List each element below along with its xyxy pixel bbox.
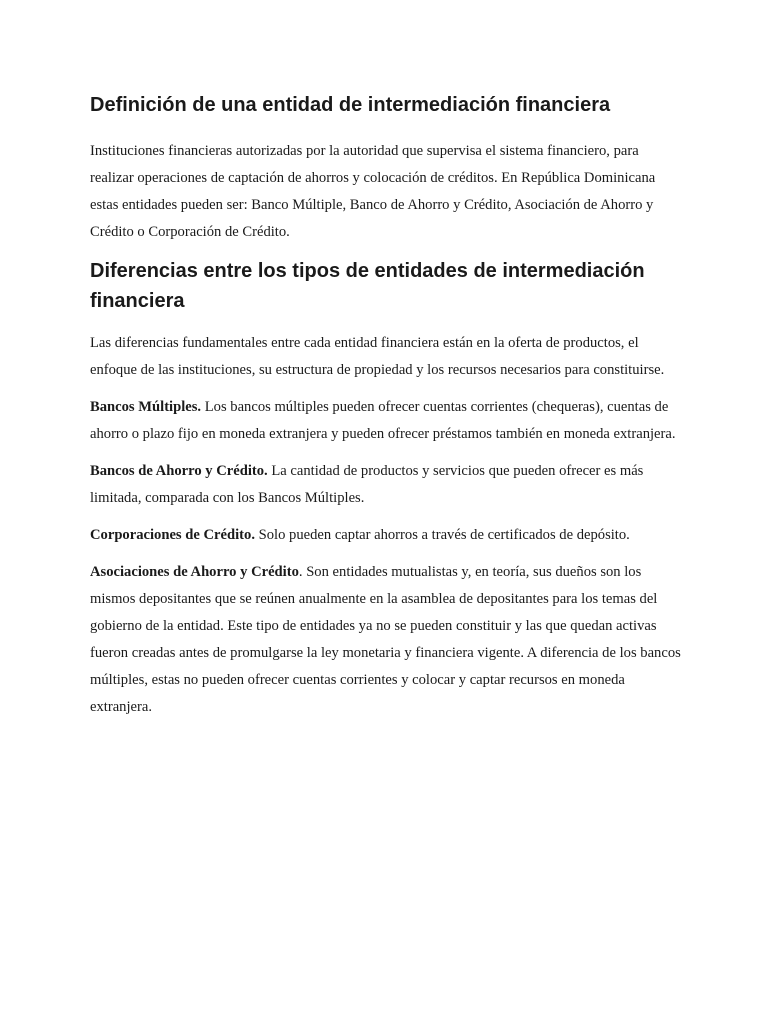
differences-intro-paragraph: Las diferencias fundamentales entre cada entidad financiera están en la oferta de productos, el enfoque de las instituciones, su estructura de propiedad y los recursos necesarios para constituirse. xyxy=(90,335,665,378)
item-corporaciones-credito xyxy=(90,522,682,549)
item-bancos-ahorro-credito xyxy=(90,458,682,512)
item-text: Los bancos múltiples pueden ofrecer cuentas corrientes (chequeras), cuentas de ahorro o plazo fijo en moneda extranjera y pueden ofrecer préstamos también en moneda extranjera. xyxy=(90,399,676,442)
item-term: Corporaciones de Crédito. xyxy=(90,527,255,543)
definition-paragraph: Instituciones financieras autorizadas por la autoridad que supervisa el sistema financiero, para realizar operaciones de captación de ahorros y colocación de créditos. En República Dominicana estas entidades pueden ser: Banco Múltiple, Banco de Ahorro y Crédito, Asociación de Ahorro y Crédito o Corporación de Crédito. xyxy=(90,143,656,240)
item-asociaciones-ahorro-credito xyxy=(90,559,682,721)
document-page xyxy=(90,88,682,731)
section-title-definition: Definición de una entidad de intermediación financiera xyxy=(90,94,611,116)
section-title-differences: Diferencias entre los tipos de entidades de intermediación financiera xyxy=(90,260,645,312)
item-text: . Son entidades mutualistas y, en teoría, sus dueños son los mismos depositantes que se reúnen anualmente en la asamblea de depositantes para los temas del gobierno de la entidad. Este tipo de entidades ya no se pueden constituir y las que quedan activas fueron creadas antes de promulgarse la ley monetaria y financiera vigente. A diferencia de los bancos múltiples, estas no pueden ofrecer cuentas corrientes y colocar y captar recursos en moneda extranjera. xyxy=(90,564,681,715)
item-term: Bancos Múltiples. xyxy=(90,399,202,415)
item-text: La cantidad de productos y servicios que pueden ofrecer es más limitada, comparada con los Bancos Múltiples. xyxy=(90,463,644,506)
item-text: Solo pueden captar ahorros a través de certificados de depósito. xyxy=(254,527,630,543)
item-term: Asociaciones de Ahorro y Crédito xyxy=(90,564,299,580)
item-term: Bancos de Ahorro y Crédito. xyxy=(90,463,268,479)
item-bancos-multiples xyxy=(90,394,682,448)
